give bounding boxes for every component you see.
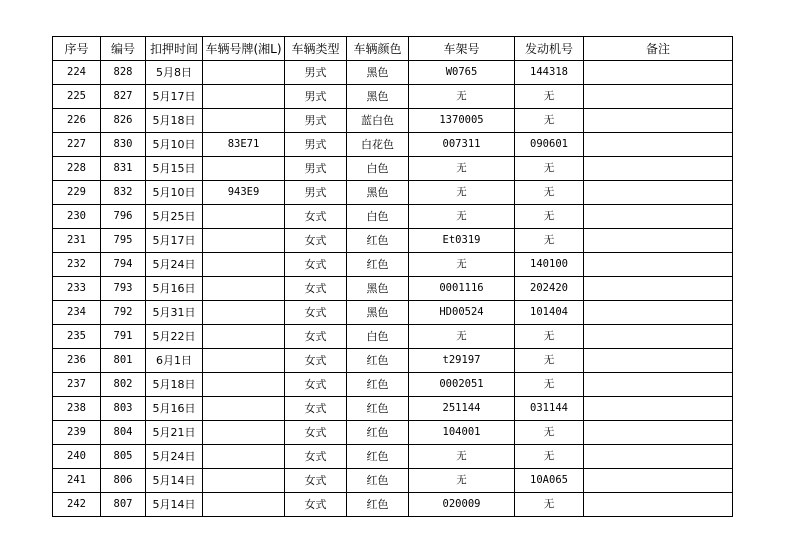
cell-code: 806 xyxy=(101,469,146,493)
cell-seizure-date: 5月14日 xyxy=(146,493,203,517)
cell-vehicle-color: 红色 xyxy=(347,373,409,397)
cell-seizure-date: 5月10日 xyxy=(146,181,203,205)
cell-frame-number: 007311 xyxy=(409,133,515,157)
header-engine-number: 发动机号 xyxy=(515,37,584,61)
cell-remarks xyxy=(584,253,733,277)
cell-seizure-date: 5月17日 xyxy=(146,85,203,109)
cell-engine-number: 140100 xyxy=(515,253,584,277)
cell-vehicle-type: 女式 xyxy=(285,349,347,373)
cell-remarks xyxy=(584,325,733,349)
cell-code: 794 xyxy=(101,253,146,277)
cell-remarks xyxy=(584,181,733,205)
cell-engine-number: 无 xyxy=(515,445,584,469)
cell-vehicle-color: 红色 xyxy=(347,493,409,517)
cell-code: 801 xyxy=(101,349,146,373)
cell-remarks xyxy=(584,61,733,85)
header-row xyxy=(53,37,733,61)
cell-serial-number: 234 xyxy=(53,301,101,325)
cell-vehicle-color: 白色 xyxy=(347,157,409,181)
cell-frame-number: 251144 xyxy=(409,397,515,421)
cell-vehicle-type: 男式 xyxy=(285,85,347,109)
cell-plate-number xyxy=(203,325,285,349)
table-row xyxy=(53,205,733,229)
cell-remarks xyxy=(584,85,733,109)
cell-plate-number xyxy=(203,85,285,109)
table-body xyxy=(53,61,733,517)
cell-vehicle-color: 红色 xyxy=(347,421,409,445)
cell-serial-number: 228 xyxy=(53,157,101,181)
cell-vehicle-color: 黑色 xyxy=(347,85,409,109)
table-row xyxy=(53,421,733,445)
cell-serial-number: 230 xyxy=(53,205,101,229)
cell-plate-number xyxy=(203,469,285,493)
cell-vehicle-type: 女式 xyxy=(285,397,347,421)
table-row xyxy=(53,253,733,277)
cell-plate-number: 943E9 xyxy=(203,181,285,205)
header-plate-number: 车辆号牌(湘L) xyxy=(203,37,285,61)
cell-remarks xyxy=(584,373,733,397)
cell-code: 802 xyxy=(101,373,146,397)
table-row xyxy=(53,445,733,469)
cell-engine-number: 无 xyxy=(515,421,584,445)
cell-plate-number xyxy=(203,229,285,253)
cell-engine-number: 无 xyxy=(515,205,584,229)
cell-vehicle-type: 女式 xyxy=(285,421,347,445)
table-row xyxy=(53,133,733,157)
cell-vehicle-type: 男式 xyxy=(285,133,347,157)
cell-frame-number: 无 xyxy=(409,181,515,205)
cell-frame-number: 020009 xyxy=(409,493,515,517)
cell-vehicle-color: 黑色 xyxy=(347,181,409,205)
cell-vehicle-type: 男式 xyxy=(285,157,347,181)
cell-vehicle-type: 女式 xyxy=(285,253,347,277)
header-seizure-date: 扣押时间 xyxy=(146,37,203,61)
cell-code: 795 xyxy=(101,229,146,253)
cell-frame-number: 无 xyxy=(409,325,515,349)
cell-engine-number: 无 xyxy=(515,493,584,517)
cell-code: 830 xyxy=(101,133,146,157)
cell-plate-number xyxy=(203,421,285,445)
cell-serial-number: 239 xyxy=(53,421,101,445)
cell-seizure-date: 5月24日 xyxy=(146,445,203,469)
cell-remarks xyxy=(584,469,733,493)
cell-engine-number: 090601 xyxy=(515,133,584,157)
cell-seizure-date: 5月16日 xyxy=(146,397,203,421)
cell-frame-number: 1370005 xyxy=(409,109,515,133)
cell-seizure-date: 5月10日 xyxy=(146,133,203,157)
cell-plate-number xyxy=(203,445,285,469)
header-vehicle-type: 车辆类型 xyxy=(285,37,347,61)
cell-serial-number: 235 xyxy=(53,325,101,349)
cell-remarks xyxy=(584,277,733,301)
cell-vehicle-color: 红色 xyxy=(347,253,409,277)
cell-frame-number: W0765 xyxy=(409,61,515,85)
table-row xyxy=(53,277,733,301)
cell-seizure-date: 5月14日 xyxy=(146,469,203,493)
cell-engine-number: 无 xyxy=(515,157,584,181)
cell-engine-number: 10A065 xyxy=(515,469,584,493)
cell-engine-number: 无 xyxy=(515,109,584,133)
cell-code: 807 xyxy=(101,493,146,517)
cell-code: 826 xyxy=(101,109,146,133)
cell-serial-number: 232 xyxy=(53,253,101,277)
cell-serial-number: 242 xyxy=(53,493,101,517)
cell-serial-number: 241 xyxy=(53,469,101,493)
cell-vehicle-color: 红色 xyxy=(347,469,409,493)
cell-seizure-date: 5月22日 xyxy=(146,325,203,349)
cell-vehicle-type: 女式 xyxy=(285,325,347,349)
cell-frame-number: HD00524 xyxy=(409,301,515,325)
cell-frame-number: 无 xyxy=(409,85,515,109)
cell-seizure-date: 5月24日 xyxy=(146,253,203,277)
cell-serial-number: 237 xyxy=(53,373,101,397)
cell-vehicle-type: 男式 xyxy=(285,181,347,205)
cell-plate-number xyxy=(203,301,285,325)
header-code: 编号 xyxy=(101,37,146,61)
cell-seizure-date: 5月8日 xyxy=(146,61,203,85)
cell-engine-number: 031144 xyxy=(515,397,584,421)
header-remarks: 备注 xyxy=(584,37,733,61)
cell-seizure-date: 5月31日 xyxy=(146,301,203,325)
cell-remarks xyxy=(584,229,733,253)
cell-remarks xyxy=(584,301,733,325)
cell-engine-number: 无 xyxy=(515,181,584,205)
cell-seizure-date: 5月18日 xyxy=(146,109,203,133)
cell-remarks xyxy=(584,205,733,229)
cell-frame-number: 0001116 xyxy=(409,277,515,301)
cell-code: 831 xyxy=(101,157,146,181)
cell-remarks xyxy=(584,109,733,133)
cell-vehicle-color: 黑色 xyxy=(347,61,409,85)
cell-engine-number: 无 xyxy=(515,325,584,349)
cell-engine-number: 无 xyxy=(515,373,584,397)
cell-vehicle-color: 白色 xyxy=(347,325,409,349)
cell-seizure-date: 5月16日 xyxy=(146,277,203,301)
cell-vehicle-color: 蓝白色 xyxy=(347,109,409,133)
cell-vehicle-type: 女式 xyxy=(285,277,347,301)
cell-code: 792 xyxy=(101,301,146,325)
cell-remarks xyxy=(584,493,733,517)
cell-vehicle-type: 男式 xyxy=(285,61,347,85)
header-serial-number: 序号 xyxy=(53,37,101,61)
cell-serial-number: 227 xyxy=(53,133,101,157)
cell-vehicle-type: 女式 xyxy=(285,445,347,469)
cell-serial-number: 225 xyxy=(53,85,101,109)
cell-seizure-date: 5月18日 xyxy=(146,373,203,397)
cell-remarks xyxy=(584,445,733,469)
cell-vehicle-color: 黑色 xyxy=(347,301,409,325)
cell-serial-number: 236 xyxy=(53,349,101,373)
cell-code: 832 xyxy=(101,181,146,205)
cell-vehicle-color: 红色 xyxy=(347,397,409,421)
cell-serial-number: 231 xyxy=(53,229,101,253)
cell-vehicle-type: 女式 xyxy=(285,229,347,253)
cell-serial-number: 226 xyxy=(53,109,101,133)
cell-engine-number: 202420 xyxy=(515,277,584,301)
cell-code: 791 xyxy=(101,325,146,349)
cell-remarks xyxy=(584,421,733,445)
cell-frame-number: Et0319 xyxy=(409,229,515,253)
cell-serial-number: 229 xyxy=(53,181,101,205)
cell-code: 796 xyxy=(101,205,146,229)
cell-serial-number: 238 xyxy=(53,397,101,421)
cell-code: 827 xyxy=(101,85,146,109)
cell-remarks xyxy=(584,133,733,157)
cell-code: 828 xyxy=(101,61,146,85)
cell-engine-number: 144318 xyxy=(515,61,584,85)
cell-engine-number: 无 xyxy=(515,349,584,373)
table-row xyxy=(53,157,733,181)
cell-frame-number: t29197 xyxy=(409,349,515,373)
table-row xyxy=(53,373,733,397)
table-row xyxy=(53,349,733,373)
table-row xyxy=(53,469,733,493)
cell-frame-number: 无 xyxy=(409,253,515,277)
cell-vehicle-type: 女式 xyxy=(285,301,347,325)
cell-vehicle-color: 红色 xyxy=(347,445,409,469)
cell-seizure-date: 5月17日 xyxy=(146,229,203,253)
cell-vehicle-type: 女式 xyxy=(285,493,347,517)
cell-vehicle-type: 女式 xyxy=(285,205,347,229)
cell-serial-number: 240 xyxy=(53,445,101,469)
cell-seizure-date: 5月21日 xyxy=(146,421,203,445)
table-row xyxy=(53,493,733,517)
cell-serial-number: 224 xyxy=(53,61,101,85)
cell-vehicle-type: 女式 xyxy=(285,469,347,493)
cell-code: 804 xyxy=(101,421,146,445)
cell-code: 793 xyxy=(101,277,146,301)
cell-plate-number xyxy=(203,373,285,397)
cell-vehicle-type: 男式 xyxy=(285,109,347,133)
header-frame-number: 车架号 xyxy=(409,37,515,61)
cell-plate-number xyxy=(203,493,285,517)
cell-code: 803 xyxy=(101,397,146,421)
cell-plate-number xyxy=(203,397,285,421)
cell-seizure-date: 5月25日 xyxy=(146,205,203,229)
cell-vehicle-color: 红色 xyxy=(347,349,409,373)
cell-plate-number xyxy=(203,253,285,277)
cell-plate-number xyxy=(203,205,285,229)
cell-vehicle-color: 白花色 xyxy=(347,133,409,157)
table-row xyxy=(53,229,733,253)
table-row xyxy=(53,325,733,349)
cell-engine-number: 101404 xyxy=(515,301,584,325)
cell-code: 805 xyxy=(101,445,146,469)
cell-frame-number: 无 xyxy=(409,205,515,229)
cell-plate-number xyxy=(203,109,285,133)
cell-plate-number xyxy=(203,61,285,85)
cell-engine-number: 无 xyxy=(515,85,584,109)
table-row xyxy=(53,61,733,85)
cell-vehicle-color: 白色 xyxy=(347,205,409,229)
table-row xyxy=(53,109,733,133)
cell-plate-number xyxy=(203,277,285,301)
cell-remarks xyxy=(584,349,733,373)
cell-seizure-date: 5月15日 xyxy=(146,157,203,181)
header-vehicle-color: 车辆颜色 xyxy=(347,37,409,61)
cell-remarks xyxy=(584,397,733,421)
table-row xyxy=(53,397,733,421)
cell-serial-number: 233 xyxy=(53,277,101,301)
cell-plate-number xyxy=(203,349,285,373)
cell-plate-number xyxy=(203,157,285,181)
cell-seizure-date: 6月1日 xyxy=(146,349,203,373)
cell-frame-number: 无 xyxy=(409,469,515,493)
cell-frame-number: 104001 xyxy=(409,421,515,445)
table-row xyxy=(53,181,733,205)
table-row xyxy=(53,85,733,109)
cell-engine-number: 无 xyxy=(515,229,584,253)
cell-frame-number: 无 xyxy=(409,445,515,469)
cell-frame-number: 0002051 xyxy=(409,373,515,397)
cell-plate-number: 83E71 xyxy=(203,133,285,157)
cell-remarks xyxy=(584,157,733,181)
cell-vehicle-color: 红色 xyxy=(347,229,409,253)
impounded-vehicle-table xyxy=(52,36,733,517)
table-row xyxy=(53,301,733,325)
cell-frame-number: 无 xyxy=(409,157,515,181)
cell-vehicle-color: 黑色 xyxy=(347,277,409,301)
cell-vehicle-type: 女式 xyxy=(285,373,347,397)
